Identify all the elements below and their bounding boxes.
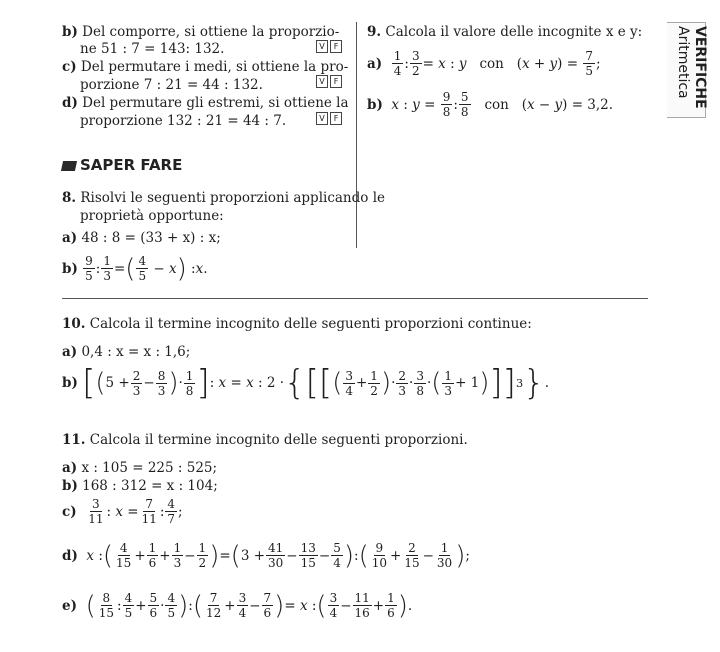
- ex11-b: b) 168 : 312 = x : 104;: [62, 478, 218, 494]
- vf-box-b[interactable]: V F: [314, 38, 342, 54]
- item-b: b) Del comporre, si ottiene la proporzio-: [62, 24, 340, 40]
- item-d-cont: proporzione 132 : 21 = 44 : 7.: [80, 113, 287, 129]
- ex11-e: e) ( $\frac{8}{15}$ : $\frac{4}{5}$ + $\frac{5}{6}$ · $\frac{4}{5}$ ) : ( $\frac{7}{12}$ + $\frac{3}{4}$ − $\frac{7}{6}$ ) = x : ( $\frac{3}{4}$ − $\frac{11}{16}$ + $\frac{1}{6}$ ) .: [62, 590, 413, 621]
- ex11-c: c) $\frac{3}{11}$ : x = $\frac{7}{11}$ : $\frac{4}{7}$ ;: [62, 497, 183, 526]
- item-d: d) Del permutare gli estremi, si ottiene la: [62, 95, 349, 111]
- ex11-a: a) x : 105 = 225 : 525;: [62, 460, 218, 476]
- ex8-title: 8. Risolvi le seguenti proporzioni applicando le: [62, 190, 385, 206]
- ex9-b: b) x : y = $\frac{9}{8}$ : $\frac{5}{8}$ con ( x − y ) = 3,2.: [367, 90, 614, 119]
- section-rule: [62, 298, 648, 299]
- column-divider: [356, 22, 357, 248]
- ex8-b: b) $\frac{9}{5}$ : $\frac{1}{3}$ = ( $\frac{4}{5}$ − x ) : x .: [62, 253, 208, 284]
- ex8-title-cont: proprietà opportune:: [80, 208, 224, 224]
- ex10-a: a) 0,4 : x = x : 1,6;: [62, 344, 191, 360]
- sidebar-title: VERIFICHE: [692, 26, 708, 109]
- item-c-cont: porzione 7 : 21 = 44 : 132.: [80, 77, 263, 93]
- vf-box-c[interactable]: V F: [314, 73, 342, 89]
- ex11-title: 11. Calcola il termine incognito delle seguenti proporzioni.: [62, 432, 468, 448]
- ex9-a: a) $\frac{1}{4}$ : $\frac{3}{2}$ = x : y con ( x + y ) = $\frac{7}{5}$ ;: [367, 49, 601, 78]
- ex11-d: d) x : ( $\frac{4}{15}$ + $\frac{1}{6}$ + $\frac{1}{3}$ − $\frac{1}{2}$ ) = ( 3 + $\frac{41}{30}$ − $\frac{13}{15}$ − $\frac{5}{4}$ ) : ( $\frac{9}{10}$ + $\frac{2}{15}$ − $\frac{1}{30}$ ) ;: [62, 540, 470, 571]
- ex10-b: b) [ ( 5 + $\frac{2}{3}$ − $\frac{8}{3}$ ) · $\frac{1}{8}$ ] : x = x : 2 · {[[ ( $\frac{3}{4}$ + $\frac{1}{2}$ ) · $\frac{2}{3}$ · $\frac{3}{8}$ · ( $\frac{1}{3}$ + 1 ) ]] 3 } .: [62, 363, 550, 403]
- item-c: c) Del permutare i medi, si ottiene la pro-: [62, 59, 349, 75]
- sidebar-subtitle: Aritmetica: [675, 26, 691, 99]
- ex8-a: a) 48 : 8 = (33 + x) : x;: [62, 230, 221, 246]
- ex10-title: 10. Calcola il termine incognito delle seguenti proporzioni continue:: [62, 316, 532, 332]
- section-marker-icon: [61, 161, 77, 171]
- section-title: SAPER FARE: [62, 156, 182, 174]
- ex9-title: 9. Calcola il valore delle incognite x e y:: [367, 24, 643, 40]
- item-b-cont: ne 51 : 7 = 143: 132.: [80, 41, 225, 57]
- vf-box-d[interactable]: V F: [314, 110, 342, 126]
